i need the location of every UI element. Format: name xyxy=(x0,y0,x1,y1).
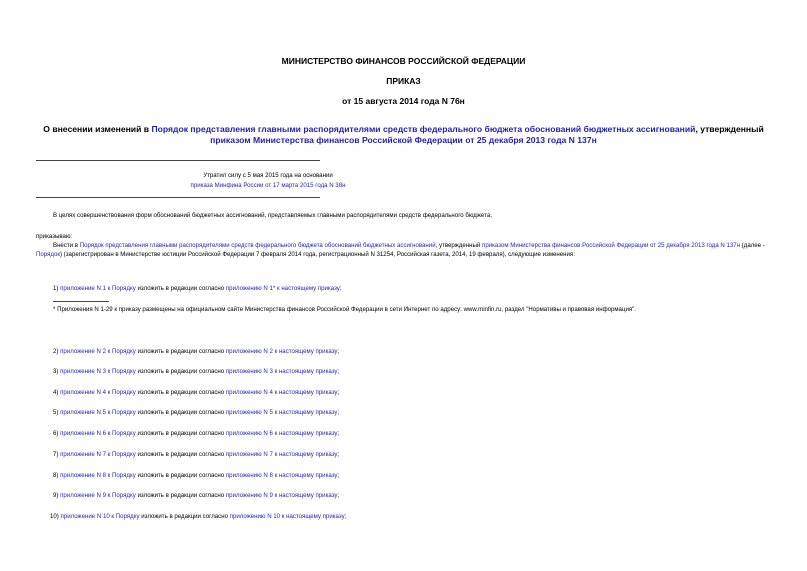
item-end: ; xyxy=(337,451,340,458)
body-link-procedure[interactable]: Порядок представления главными распорядителями средств федерального бюджета обоснований бюджетных ассигнований xyxy=(79,242,436,249)
item-link-appendix[interactable]: приложение N 3 к Порядку xyxy=(60,368,136,375)
item-number: 9) xyxy=(53,492,61,499)
list-item xyxy=(53,367,339,376)
doc-type-heading: ПРИКАЗ xyxy=(386,76,421,86)
footnote: * Приложения N 1-29 к приказу размещены на официальном сайте Министерства финансов Российской Федерации в сети Интернет по адресу: www.minfin.ru, раздел "Нормативы и правовая информация". xyxy=(53,306,637,313)
item-end: ; xyxy=(337,472,340,479)
item-text: изложить в редакции согласно xyxy=(135,368,226,375)
divider-bottom xyxy=(36,197,320,198)
item-text: изложить в редакции согласно xyxy=(135,472,226,479)
item-end: ; xyxy=(337,492,340,499)
item-link-order-appendix[interactable]: приложению N 3 к настоящему приказу xyxy=(225,368,338,375)
item-link-order-appendix[interactable]: приложению N 7 к настоящему приказу xyxy=(225,451,338,458)
body-paragraph xyxy=(36,242,771,259)
divider-top xyxy=(36,160,320,161)
item-number: 1) xyxy=(53,285,61,292)
item-number: 7) xyxy=(53,451,61,458)
list-item xyxy=(53,388,339,397)
item-link-order-appendix[interactable]: приложению N 6 к настоящему приказу xyxy=(225,430,338,437)
list-item xyxy=(53,471,339,480)
item-number: 8) xyxy=(53,472,61,479)
order-word: приказываю: xyxy=(36,233,73,240)
item-number: 5) xyxy=(53,409,61,416)
list-item xyxy=(53,450,339,459)
item-link-order-appendix[interactable]: приложению N 4 к настоящему приказу xyxy=(225,389,338,396)
item-link-appendix[interactable]: приложение N 4 к Порядку xyxy=(60,389,136,396)
item-end: ; xyxy=(339,285,342,292)
body-text-2: , утвержденный xyxy=(435,242,483,249)
body-text-4: ) (зарегистрирован в Министерстве юстиции Российской Федерации 7 февраля 2014 года, регистрационный N 31254, Российская газета, 2014, 19 февраля), следующие изменения: xyxy=(60,250,575,258)
item-link-order-appendix[interactable]: приложению N 2 к настоящему приказу xyxy=(225,348,338,355)
body-text-1: Внести в xyxy=(53,242,80,249)
item-link-appendix[interactable]: приложение N 2 к Порядку xyxy=(60,348,136,355)
item-number: 2) xyxy=(53,348,61,355)
item-link-order-appendix[interactable]: приложению N 8 к настоящему приказу xyxy=(225,472,338,479)
item-link-appendix[interactable]: приложение N 7 к Порядку xyxy=(60,451,136,458)
item-end: ; xyxy=(337,389,340,396)
item-link-order-appendix[interactable]: приложению N 5 к настоящему приказу xyxy=(225,409,338,416)
item-link-appendix[interactable]: приложение N 5 к Порядку xyxy=(60,409,136,416)
title-middle: , утвержденный xyxy=(695,124,764,134)
list-item xyxy=(53,491,339,500)
body-link-order-137n[interactable]: приказом Министерства финансов Российской Федерации от 25 декабря 2013 года N 137н xyxy=(482,242,741,249)
item-end: ; xyxy=(337,430,340,437)
item-link-appendix[interactable]: приложение N 9 к Порядку xyxy=(60,492,136,499)
item-end: ; xyxy=(337,368,340,375)
lost-force-link[interactable]: приказа Минфина России от 17 марта 2015 года N 38н xyxy=(190,182,346,189)
lost-force-notice xyxy=(36,171,500,191)
title-link-order-137n[interactable]: приказом Министерства финансов Российской Федерации от 25 декабря 2013 года N 137н xyxy=(210,135,597,145)
item-link-appendix[interactable]: приложение N 10 к Порядку xyxy=(60,513,140,520)
item-link-appendix[interactable]: приложение N 8 к Порядку xyxy=(60,472,136,479)
item-text: изложить в редакции согласно xyxy=(135,492,226,499)
body-text-3: (далее - xyxy=(740,242,765,249)
item-text: изложить в редакции согласно xyxy=(135,409,226,416)
item-text: изложить в редакции согласно xyxy=(135,389,226,396)
list-item xyxy=(50,512,346,521)
item-end: ; xyxy=(344,513,347,520)
title-link-procedure[interactable]: Порядок представления главными распорядителями средств федерального бюджета обоснований бюджетных ассигнований xyxy=(151,124,696,134)
body-link-poryadok[interactable]: Порядок xyxy=(36,250,61,258)
item-text: изложить в редакции согласно xyxy=(135,285,226,292)
list-item xyxy=(53,284,342,293)
date-line: от 15 августа 2014 года N 76н xyxy=(342,96,465,106)
item-link-order-appendix[interactable]: приложению N 9 к настоящему приказу xyxy=(225,492,338,499)
list-item xyxy=(53,347,339,356)
item-number: 3) xyxy=(53,368,61,375)
title-prefix: О внесении изменений в xyxy=(43,124,152,134)
lost-force-text: Утратил силу с 5 мая 2015 года на основании xyxy=(203,172,333,179)
item-text: изложить в редакции согласно xyxy=(139,513,230,520)
preamble-paragraph: В целях совершенствования форм обоснований бюджетных ассигнований, представляемых главными распорядителями средств федерального бюджета, xyxy=(53,212,492,219)
item-link-order-appendix[interactable]: приложению N 10 к настоящему приказу xyxy=(229,513,345,520)
item-text: изложить в редакции согласно xyxy=(135,348,226,355)
item-number: 4) xyxy=(53,389,61,396)
list-item xyxy=(53,408,339,417)
item-link-appendix[interactable]: приложение N 1 к Порядку xyxy=(60,285,136,292)
item-text: изложить в редакции согласно xyxy=(135,430,226,437)
document-title xyxy=(40,124,767,146)
list-item xyxy=(53,429,339,438)
ministry-heading: МИНИСТЕРСТВО ФИНАНСОВ РОССИЙСКОЙ ФЕДЕРАЦИИ xyxy=(281,56,526,66)
item-text: изложить в редакции согласно xyxy=(135,451,226,458)
item-end: ; xyxy=(337,348,340,355)
item-link-appendix[interactable]: приложение N 6 к Порядку xyxy=(60,430,136,437)
item-number: 6) xyxy=(53,430,61,437)
item-end: ; xyxy=(337,409,340,416)
footnote-divider xyxy=(53,301,109,302)
item-number: 10) xyxy=(50,513,61,520)
item-link-order-appendix[interactable]: приложению N 1* к настоящему приказу xyxy=(225,285,340,292)
